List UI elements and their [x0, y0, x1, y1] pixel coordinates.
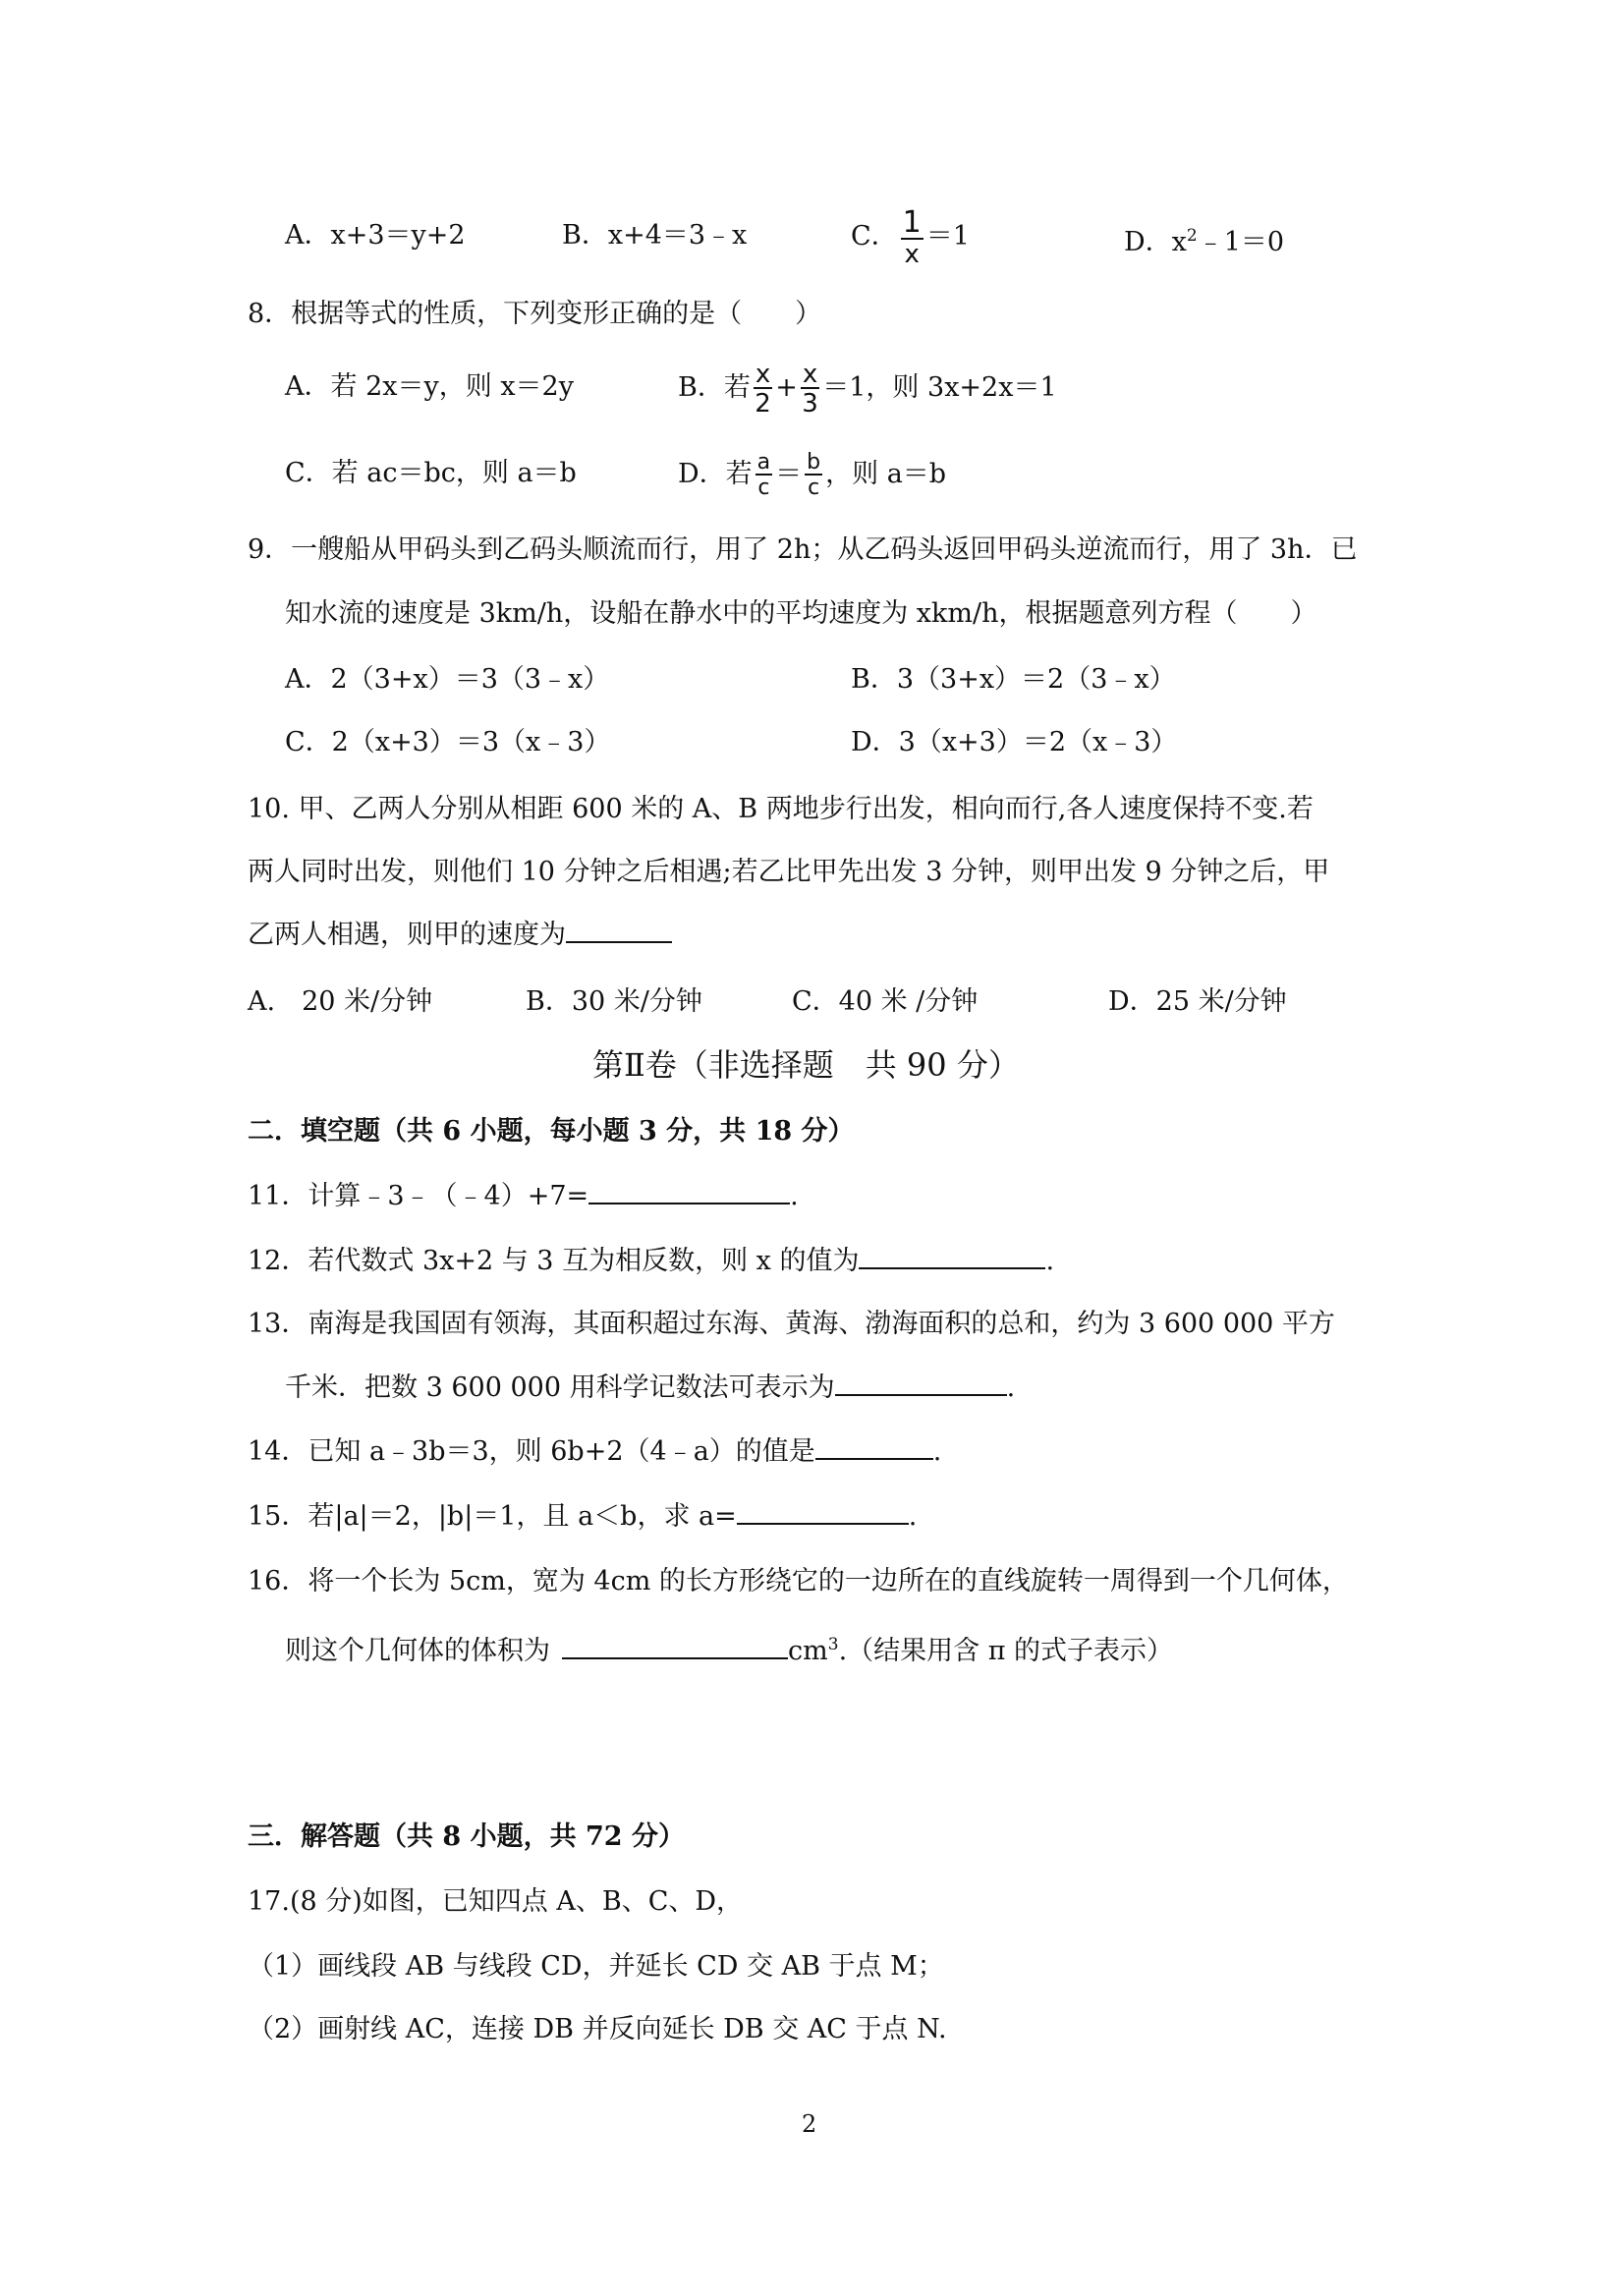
- q14: 14．已知 a﹣3b＝3，则 6b+2（4﹣a）的值是 .: [248, 1436, 942, 1467]
- q17-stem: 17.(8 分)如图，已知四点 A、B、C、D，: [248, 1886, 743, 1917]
- answer-blank: [859, 1244, 1045, 1269]
- q7-option-c: C． $\frac{1}{x}$ ＝1: [851, 204, 970, 269]
- q8-stem: 8．根据等式的性质，下列变形正确的是（ ）: [248, 299, 822, 329]
- q9-option-c: C．2（x+3）＝3（x﹣3）: [285, 727, 611, 757]
- q13-line1: 13．南海是我国固有领海，其面积超过东海、黄海、渤海面积的总和，约为 3 600 000 平方: [248, 1309, 1335, 1339]
- q7-option-a: A．x+3＝y+2: [285, 220, 466, 251]
- q17-part1: （1）画线段 AB 与线段 CD，并延长 CD 交 AB 于点 M；: [248, 1951, 944, 1982]
- q13-line2: 千米．把数 3 600 000 用科学记数法可表示为 .: [285, 1372, 1016, 1403]
- q10-line3: 乙两人相遇，则甲的速度为: [248, 918, 672, 953]
- q9-option-d: D．3（x+3）＝2（x﹣3）: [851, 727, 1178, 757]
- answer-blank: [566, 918, 672, 943]
- answer-blank: [588, 1179, 790, 1204]
- answer-blank: [835, 1371, 1007, 1396]
- section3-title: 三．解答题（共 8 小题，共 72 分）: [248, 1821, 685, 1852]
- q10-option-d: D．25 米/分钟: [1108, 986, 1287, 1017]
- q10-line2: 两人同时出发，则他们 10 分钟之后相遇;若乙比甲先出发 3 分钟，则甲出发 9 分钟之后，甲: [248, 857, 1330, 887]
- q8-option-a: A．若 2x＝y，则 x＝2y: [285, 371, 574, 402]
- q10-option-b: B．30 米/分钟: [526, 986, 702, 1017]
- q10-line1: 10. 甲、乙两人分别从相距 600 米的 A、B 两地步行出发，相向而行,各人速度保持不变.若: [248, 794, 1314, 824]
- q8-option-c: C．若 ac＝bc，则 a＝b: [285, 458, 577, 488]
- q16-line1: 16．将一个长为 5cm，宽为 4cm 的长方形绕它的一边所在的直线旋转一周得到一个几何体，: [248, 1566, 1349, 1596]
- q9-option-b: B．3（3+x）＝2（3﹣x）: [851, 664, 1176, 695]
- answer-blank: [562, 1634, 788, 1659]
- q7-c-fraction: $\frac{1}{x}$: [902, 204, 922, 269]
- q8-option-b: B．若 $\frac{x}{2}$ + $\frac{x}{3}$ ＝1，则 3x+2x＝1: [678, 359, 1057, 419]
- section2-title: 二．填空题（共 6 小题，每小题 3 分，共 18 分）: [248, 1116, 855, 1147]
- q10-option-c: C．40 米 /分钟: [792, 986, 979, 1017]
- q7-option-d: D．$x^2﹣1=0$: [1124, 226, 1285, 257]
- q17-part2: （2）画射线 AC，连接 DB 并反向延长 DB 交 AC 于点 N.: [248, 2014, 947, 2044]
- q9-line2: 知水流的速度是 3km/h，设船在静水中的平均速度为 xkm/h，根据题意列方程（ ）: [285, 598, 1317, 629]
- answer-blank: [737, 1499, 909, 1525]
- q7-option-b: B．x+4＝3﹣x: [562, 220, 748, 251]
- q9-line1: 9．一艘船从甲码头到乙码头顺流而行，用了 2h；从乙码头返回甲码头逆流而行，用了 3h．已: [248, 534, 1358, 565]
- q11: 11．计算﹣3﹣（﹣4）+7= .: [248, 1181, 799, 1211]
- answer-blank: [815, 1434, 933, 1460]
- q12: 12．若代数式 3x+2 与 3 互为相反数，则 x 的值为 .: [248, 1246, 1055, 1276]
- page-number: 2: [802, 2110, 817, 2138]
- q10-option-a: A. 20 米/分钟: [248, 986, 433, 1017]
- q16-line2: 则这个几何体的体积为 $cm^3$.（结果用含 π 的式子表示）: [285, 1635, 1174, 1666]
- q9-option-a: A．2（3+x）＝3（3﹣x）: [285, 664, 610, 695]
- q15: 15．若|a|＝2，|b|＝1，且 a＜b，求 a= .: [248, 1501, 918, 1532]
- q8-option-d: D．若 $\frac{a}{c}$ ＝ $\frac{b}{c}$ ，则 a＝b: [678, 449, 947, 500]
- part2-title: 第Ⅱ卷（非选择题 共 90 分）: [592, 1046, 1020, 1084]
